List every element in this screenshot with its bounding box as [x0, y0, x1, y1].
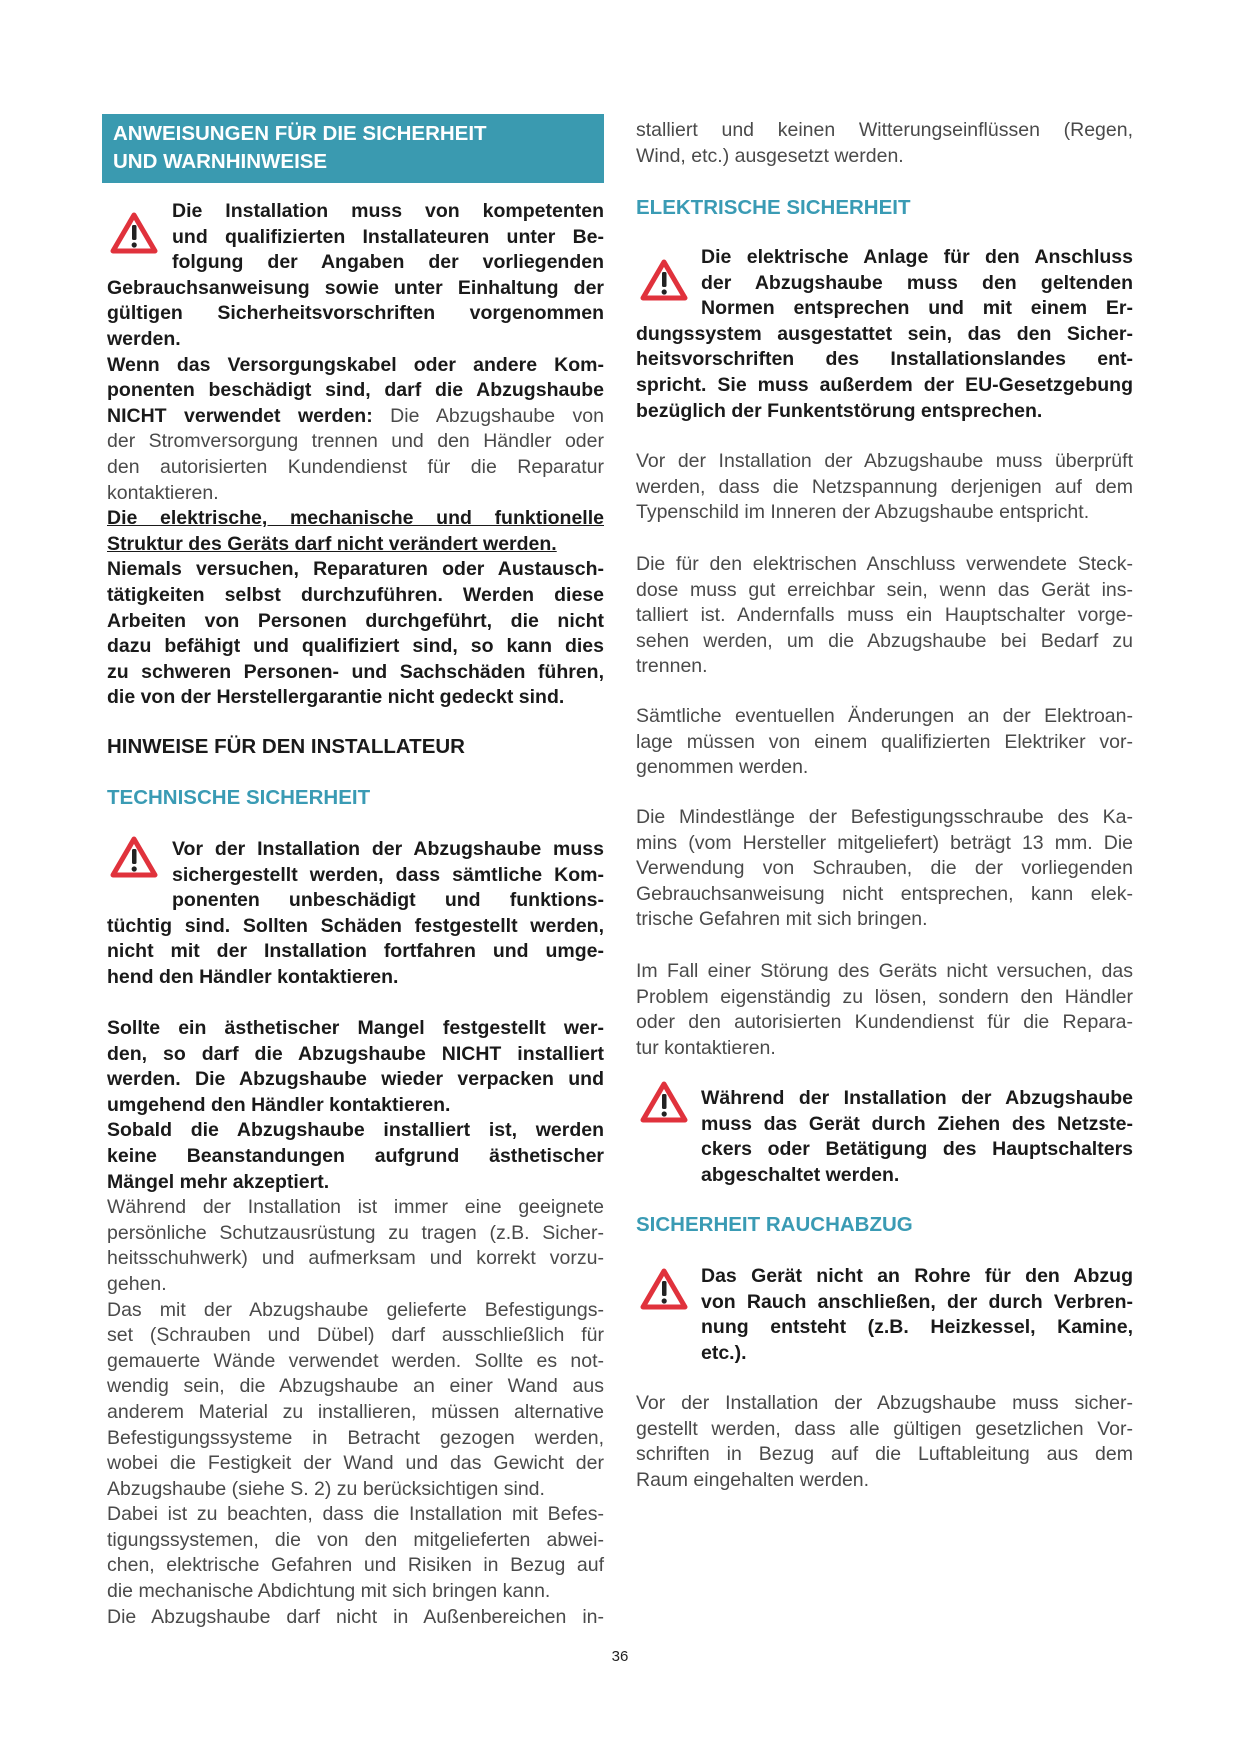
text-line: [636, 449, 1133, 475]
voltage-check-text: [636, 449, 1133, 526]
text-line: [107, 1042, 604, 1068]
socket-access-text: [636, 552, 1133, 680]
text-line: [107, 1374, 604, 1400]
text-run: anderem Material zu installieren, müssen alternative: [107, 1400, 604, 1423]
text-line: [107, 1016, 604, 1042]
text-run: Mängel mehr akzeptiert.: [107, 1170, 330, 1193]
text-line: [107, 1528, 604, 1554]
text-line: [701, 1163, 1133, 1189]
text-run: gemauerte Wände verwendet werden. Sollte es not-: [107, 1349, 604, 1372]
text-run: hend den Händler kontaktieren.: [107, 965, 399, 988]
text-line: [701, 1112, 1133, 1138]
page-number: 36: [611, 1648, 629, 1665]
text-run: folgung der Angaben der vorliegenden: [172, 251, 604, 274]
text-line: [636, 730, 1133, 756]
text-line: [107, 685, 604, 711]
text-line: [701, 1264, 1133, 1290]
warning-triangle-icon: [640, 258, 688, 302]
text-run: Im Fall einer Störung des Geräts nicht versuchen, das: [636, 960, 1133, 982]
text-run: Das Gerät nicht an Rohre für den Abzug: [701, 1265, 1133, 1287]
text-line: [172, 863, 604, 889]
text-run: heitsschuhwerk) und aufmerksam und korrekt vorzu-: [107, 1247, 604, 1270]
text-line: [107, 1502, 604, 1528]
text-line: [636, 347, 1133, 373]
text-line: [636, 500, 1133, 526]
text-run: Das mit der Abzugshaube gelieferte Befestigungs-: [107, 1298, 604, 1321]
text-run: Vor der Installation der Abzugshaube muss sicher-: [636, 1392, 1133, 1414]
text-run: werden.: [107, 327, 181, 350]
text-line: [107, 1579, 604, 1605]
text-line: [107, 481, 604, 507]
text-line: [636, 1391, 1133, 1417]
text-line: [636, 1036, 1133, 1062]
text-run: tüchtig sind. Sollten Schäden festgestellt werden,: [107, 914, 604, 937]
text-line: [636, 322, 1133, 348]
text-line: [636, 603, 1133, 629]
heading-installer-notes: HINWEISE FÜR DEN INSTALLATEUR: [107, 735, 465, 758]
text-run: der Stromversorgung trennen und den Händler oder: [107, 430, 604, 453]
text-run: Problem eigenständig zu lösen, sondern den Händler: [636, 985, 1133, 1008]
text-line: [636, 144, 1133, 170]
text-run: tigungssystemen, die von den mitgelieferten abwei-: [107, 1528, 604, 1551]
warning-triangle-icon: [640, 1080, 688, 1124]
text-line: [636, 578, 1133, 604]
text-line: [107, 353, 604, 379]
text-run: wobei die Festigkeit der Wand und das Gewicht der: [107, 1452, 604, 1475]
text-run: Abzugshaube (siehe S. 2) zu berücksichtigen sind.: [107, 1477, 545, 1500]
text-line: [636, 805, 1133, 831]
text-line: [107, 1553, 604, 1579]
text-line: [107, 1400, 604, 1426]
text-line: [107, 1349, 604, 1375]
text-run: werden, dass die Netzspannung derjenigen auf dem: [636, 475, 1133, 498]
text-line: [636, 373, 1133, 399]
text-line: [107, 1298, 604, 1324]
text-run: umgehend den Händler kontaktieren.: [107, 1093, 451, 1116]
section-header-banner: [102, 114, 604, 183]
text-line: [107, 1118, 604, 1144]
text-line: [107, 1093, 604, 1119]
text-line: [107, 939, 604, 965]
text-run: sehen werden, um die Abzugshaube bei Bedarf zu: [636, 629, 1133, 652]
text-line: [636, 1010, 1133, 1036]
electrical-changes-text: [636, 704, 1133, 781]
text-run: heitsvorschriften des Installationslandes ent-: [636, 348, 1133, 371]
warning-components-block: [107, 837, 604, 991]
text-run: trische Gefahren mit sich bringen.: [636, 908, 928, 931]
text-line: [701, 296, 1133, 322]
text-run: Die Abzugshaube darf nicht in Außenbereichen in-: [107, 1605, 604, 1628]
text-line: [636, 475, 1133, 501]
text-run: genommen werden.: [636, 756, 809, 779]
text-line: [636, 856, 1133, 882]
text-run: chen, elektrische Gefahren und Risiken in Bezug auf: [107, 1554, 604, 1577]
text-line: [107, 1067, 604, 1093]
text-line: [107, 404, 604, 430]
text-run: nung entsteht (z.B. Heizkessel, Kamine,: [701, 1316, 1133, 1339]
text-line: [107, 1272, 604, 1298]
text-run: die mechanische Abdichtung mit sich bringen kann.: [107, 1580, 551, 1603]
text-run: NICHT verwendet werden:: [107, 404, 373, 427]
section-header-line-1: ANWEISUNGEN FÜR DIE SICHERHEIT: [113, 122, 487, 145]
text-line: [107, 455, 604, 481]
text-line: [107, 429, 604, 455]
text-line: [636, 882, 1133, 908]
text-run: gehen.: [107, 1272, 167, 1295]
text-run: werden. Die Abzugshaube wieder verpacken und: [107, 1068, 604, 1091]
text-run: talliert ist. Andernfalls muss ein Hauptschalter vorge-: [636, 604, 1133, 627]
text-run: gestellt werden, dass alle gültigen gesetzlichen Vor-: [636, 1417, 1133, 1440]
text-run: Die Abzugshaube von: [372, 404, 604, 427]
text-line: [701, 1315, 1133, 1341]
text-line: [107, 276, 604, 302]
text-line: [107, 327, 604, 353]
text-line: [636, 399, 1133, 425]
text-line: [107, 609, 604, 635]
text-run: abgeschaltet werden.: [701, 1163, 900, 1186]
text-line: [636, 755, 1133, 781]
text-run: Dabei ist zu beachten, dass die Installation mit Befes-: [107, 1503, 604, 1526]
text-run: Befestigungssysteme in Betracht gezogen werden,: [107, 1426, 604, 1449]
text-line: [172, 837, 604, 863]
text-run: Die elektrische, mechanische und funktionelle: [107, 507, 604, 530]
text-line: [107, 557, 604, 583]
text-run: den, so darf die Abzugshaube NICHT installiert: [107, 1042, 604, 1065]
exhaust-regulations-text: [636, 1391, 1133, 1493]
text-run: Gebrauchsanweisung sowie unter Einhaltung der: [107, 276, 604, 299]
text-run: die von der Herstellergarantie nicht gedeckt sind.: [107, 686, 565, 709]
text-run: Arbeiten von Personen durchgeführt, die nicht: [107, 609, 604, 632]
text-run: Die Mindestlänge der Befestigungsschraube des Ka-: [636, 806, 1133, 828]
text-run: stalliert und keinen Witterungseinflüssen (Regen,: [636, 119, 1133, 141]
text-run: lage müssen von einem qualifizierten Elektriker vor-: [636, 730, 1133, 753]
text-run: Gebrauchsanweisung nicht entsprechen, kann elek-: [636, 882, 1133, 905]
text-run: Wind, etc.) ausgesetzt werden.: [636, 144, 904, 167]
text-line: [636, 907, 1133, 933]
aesthetic-and-mounting-text: [107, 1016, 604, 1630]
text-run: Sobald die Abzugshaube installiert ist, werden: [107, 1119, 604, 1142]
text-line: [107, 965, 604, 991]
text-run: tur kontaktieren.: [636, 1036, 776, 1059]
text-run: Normen entsprechen und mit einem Er-: [701, 297, 1133, 320]
text-line: [107, 1195, 604, 1221]
text-line: [107, 660, 604, 686]
heading-smoke-safety: SICHERHEIT RAUCHABZUG: [636, 1213, 913, 1236]
text-run: wendig sein, die Abzugshaube an einer Wand aus: [107, 1375, 604, 1398]
warning-installation-block: [107, 199, 604, 711]
text-run: und qualifizierten Installateuren unter Be-: [172, 225, 604, 248]
text-line: [636, 1442, 1133, 1468]
text-line: [701, 1137, 1133, 1163]
text-line: [701, 1341, 1133, 1367]
text-run: Niemals versuchen, Reparaturen oder Austausch-: [107, 558, 604, 581]
text-run: trennen.: [636, 655, 708, 678]
text-line: [636, 985, 1133, 1011]
text-run: den autorisierten Kundendienst für die Reparatur: [107, 455, 604, 478]
text-line: [636, 552, 1133, 578]
text-line: [636, 704, 1133, 730]
text-run: dazu befähigt und qualifiziert sind, so kann dies: [107, 635, 604, 658]
text-line: [701, 1290, 1133, 1316]
screw-length-text: [636, 805, 1133, 933]
text-run: Verwendung von Schrauben, die der vorliegenden: [636, 857, 1133, 880]
text-run: etc.).: [701, 1341, 747, 1364]
section-header-line-2: UND WARNHINWEISE: [113, 150, 328, 173]
text-line: [107, 1170, 604, 1196]
text-run: schriften in Bezug auf die Luftableitung aus dem: [636, 1443, 1133, 1466]
text-line: [636, 629, 1133, 655]
text-line: [701, 271, 1133, 297]
text-run: Die für den elektrischen Anschluss verwendete Steck-: [636, 553, 1133, 575]
text-line: [701, 245, 1133, 271]
text-run: muss das Gerät durch Ziehen des Netzste-: [701, 1112, 1133, 1135]
text-run: persönliche Schutzausrüstung zu tragen (z.B. Sicher-: [107, 1221, 604, 1244]
outdoor-continuation-text: [636, 118, 1133, 169]
text-run: Wenn das Versorgungskabel oder andere Kom-: [107, 353, 604, 376]
text-run: Sollte ein ästhetischer Mangel festgestellt wer-: [107, 1017, 604, 1039]
text-line: [107, 506, 604, 532]
text-run: Sämtliche eventuellen Änderungen an der Elektroan-: [636, 705, 1133, 727]
text-run: oder den autorisierten Kundendienst für die Repara-: [636, 1011, 1133, 1034]
text-line: [107, 1221, 604, 1247]
text-run: Raum eingehalten werden.: [636, 1468, 870, 1491]
warning-smoke-block: [636, 1264, 1133, 1366]
text-line: [636, 654, 1133, 680]
text-line: [636, 831, 1133, 857]
text-run: Während der Installation ist immer eine geeignete: [107, 1196, 604, 1219]
text-run: Vor der Installation der Abzugshaube muss: [172, 838, 604, 860]
text-line: [636, 118, 1133, 144]
text-run: sichergestellt werden, dass sämtliche Kom-: [172, 863, 604, 886]
text-run: dungssystem ausgestattet sein, das den Sicher-: [636, 322, 1133, 345]
text-run: nicht mit der Installation fortfahren und umge-: [107, 940, 604, 963]
text-run: Typenschild im Inneren der Abzugshaube entspricht.: [636, 501, 1090, 524]
warning-triangle-icon: [640, 1267, 688, 1311]
text-line: [172, 225, 604, 251]
text-line: [636, 1468, 1133, 1494]
text-line: [107, 301, 604, 327]
text-run: kontaktieren.: [107, 481, 219, 504]
text-line: [107, 634, 604, 660]
text-line: [172, 888, 604, 914]
warning-triangle-icon: [110, 835, 158, 879]
text-run: Während der Installation der Abzugshaube: [701, 1087, 1133, 1109]
text-line: [107, 1477, 604, 1503]
text-line: [107, 1144, 604, 1170]
text-run: Vor der Installation der Abzugshaube muss überprüft: [636, 450, 1133, 472]
malfunction-text: [636, 959, 1133, 1061]
text-line: [107, 378, 604, 404]
text-line: [636, 1417, 1133, 1443]
text-line: [107, 1426, 604, 1452]
text-run: Struktur des Geräts darf nicht verändert werden.: [107, 532, 557, 555]
text-line: [107, 583, 604, 609]
text-run: dose muss gut erreichbar sein, wenn das Gerät ins-: [636, 578, 1133, 601]
text-run: set (Schrauben und Dübel) darf ausschließlich für: [107, 1324, 604, 1347]
text-run: von Rauch anschließen, der durch Verbren-: [701, 1290, 1133, 1313]
text-line: [107, 1451, 604, 1477]
text-line: [107, 532, 604, 558]
text-run: tätigkeiten selbst durchzuführen. Werden diese: [107, 583, 604, 606]
text-line: [701, 1086, 1133, 1112]
text-line: [172, 250, 604, 276]
text-run: zu schweren Personen- und Sachschäden führen,: [107, 660, 604, 683]
text-run: spricht. Sie muss außerdem der EU-Gesetzgebung: [636, 373, 1133, 396]
text-run: ponenten beschädigt sind, darf die Abzugshaube: [107, 379, 604, 402]
text-run: gültigen Sicherheitsvorschriften vorgenommen: [107, 302, 604, 325]
warning-disconnect-block: [636, 1086, 1133, 1188]
text-line: [172, 199, 604, 225]
text-line: [107, 1246, 604, 1272]
text-run: der Abzugshaube muss den geltenden: [701, 271, 1133, 294]
text-run: Die Installation muss von kompetenten: [172, 200, 604, 222]
text-run: bezüglich der Funkentstörung entsprechen.: [636, 399, 1043, 422]
heading-technical-safety: TECHNISCHE SICHERHEIT: [107, 786, 371, 809]
text-run: Die elektrische Anlage für den Anschluss: [701, 246, 1133, 268]
text-run: keine Beanstandungen aufgrund ästhetischer: [107, 1144, 604, 1167]
text-line: [107, 914, 604, 940]
warning-triangle-icon: [110, 211, 158, 255]
warning-electrical-block: [636, 245, 1133, 424]
heading-electrical-safety: ELEKTRISCHE SICHERHEIT: [636, 196, 911, 219]
text-run: ponenten unbeschädigt und funktions-: [172, 889, 604, 912]
text-line: [107, 1323, 604, 1349]
text-line: [636, 959, 1133, 985]
text-line: [107, 1605, 604, 1631]
text-run: ckers oder Betätigung des Hauptschalters: [701, 1138, 1133, 1161]
text-run: mins (vom Hersteller mitgeliefert) beträgt 13 mm. Die: [636, 831, 1133, 854]
